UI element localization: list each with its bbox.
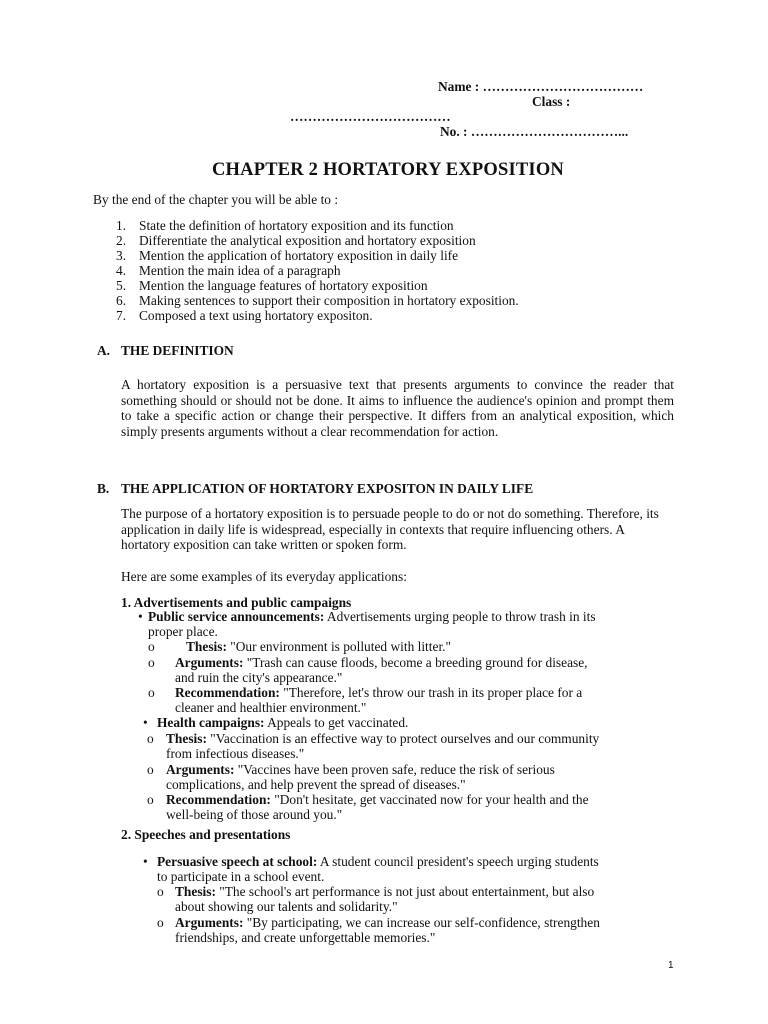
item-text: "The school's art performance is not just about entertainment, but also <box>215 884 595 899</box>
bullet-icon: • <box>143 854 148 869</box>
list-number: 7. <box>116 308 127 323</box>
item-text-cont: about showing our talents and solidarity." <box>175 899 398 914</box>
sub-bullet-icon: o <box>157 884 164 899</box>
name-field: Name : ……………………………… <box>438 79 644 94</box>
list-item <box>116 293 519 308</box>
list-item <box>116 218 454 233</box>
list-text: Making sentences to support their composition in hortatory exposition. <box>139 293 519 308</box>
section-b-heading: THE APPLICATION OF HORTATORY EXPOSITON IN DAILY LIFE <box>121 481 534 496</box>
item-text: "Trash can cause floods, become a breeding ground for disease, <box>243 655 588 670</box>
hc-label: Health campaigns: <box>157 715 265 730</box>
item-text-cont: complications, and help prevent the spread of diseases." <box>166 777 466 792</box>
list-item <box>116 263 341 278</box>
page-number: 1 <box>668 960 674 971</box>
item-text-cont: and ruin the city's appearance." <box>175 670 343 685</box>
list-text: Composed a text using hortatory expositon. <box>139 308 373 323</box>
item-text-cont: friendships, and create unforgettable memories." <box>175 930 436 945</box>
list-number: 2. <box>116 233 127 248</box>
item-text-cont: cleaner and healthier environment." <box>175 700 367 715</box>
list-number: 4. <box>116 263 127 278</box>
list-number: 1. <box>116 218 127 233</box>
sub-bullet-icon: o <box>148 639 155 654</box>
list-text: Mention the language features of hortatory exposition <box>139 278 428 293</box>
item-label: Recommendation: <box>166 792 271 807</box>
hc-arguments <box>166 762 555 777</box>
group-1-title: 1. Advertisements and public campaigns <box>121 595 352 610</box>
ps-text: A student council president's speech urging students <box>317 854 599 869</box>
item-text: "Vaccines have been proven safe, reduce the risk of serious <box>234 762 555 777</box>
item-label: Arguments: <box>175 915 244 930</box>
psa-line <box>148 609 596 624</box>
sub-bullet-icon: o <box>147 762 154 777</box>
ps-label: Persuasive speech at school: <box>157 854 318 869</box>
bullet-icon: • <box>143 715 148 730</box>
list-text: Mention the application of hortatory exposition in daily life <box>139 248 459 263</box>
list-item <box>116 233 476 248</box>
list-text: Mention the main idea of a paragraph <box>139 263 341 278</box>
sub-bullet-icon: o <box>157 915 164 930</box>
psa-label: Public service announcements: <box>148 609 325 624</box>
examples-intro: Here are some examples of its everyday applications: <box>121 569 407 584</box>
intro-text: By the end of the chapter you will be able to : <box>93 192 339 207</box>
psa-thesis <box>186 639 451 654</box>
list-text: Differentiate the analytical exposition and hortatory exposition <box>139 233 476 248</box>
hc-text: Appeals to get vaccinated. <box>264 715 409 730</box>
item-label: Thesis: <box>166 731 207 746</box>
item-text: "Don't hesitate, get vaccinated now for your health and the <box>270 792 589 807</box>
psa-recommendation <box>175 685 582 700</box>
application-paragraph: The purpose of a hortatory exposition is to persuade people to do or not do something. Therefore, its application in daily life is widespread, especially in contexts that require influencing others. A hortatory exposition can take written or spoken form. <box>121 506 659 552</box>
section-a-letter: A. <box>97 343 111 358</box>
item-text: "By participating, we can increase our self-confidence, strengthen <box>243 915 600 930</box>
item-label: Thesis: <box>175 884 216 899</box>
item-label: Thesis: <box>186 639 227 654</box>
speech-line <box>157 854 599 869</box>
list-number: 5. <box>116 278 127 293</box>
item-label: Arguments: <box>166 762 235 777</box>
sub-bullet-icon: o <box>148 685 155 700</box>
section-a-heading: THE DEFINITION <box>121 343 234 358</box>
sub-bullet-icon: o <box>147 731 154 746</box>
list-item <box>116 278 428 293</box>
sub-bullet-icon: o <box>148 655 155 670</box>
ps-arguments <box>175 915 600 930</box>
item-text-cont: well-being of those around you." <box>166 807 343 822</box>
definition-paragraph: A hortatory exposition is a persuasive text that presents arguments to convince the reader that something should or should not be done. It aims to influence the audience's opinion and prompt them to take a specific action or change their perspective. It differs from an analytical exposition, which simply presents arguments without a clear recommendation for action. <box>121 377 674 439</box>
bullet-icon: • <box>138 609 143 624</box>
list-number: 3. <box>116 248 127 263</box>
item-text: "Vaccination is an effective way to protect ourselves and our community <box>206 731 600 746</box>
list-number: 6. <box>116 293 127 308</box>
item-label: Recommendation: <box>175 685 280 700</box>
item-text: "Therefore, let's throw our trash in its proper place for a <box>279 685 583 700</box>
psa-arguments <box>175 655 588 670</box>
sub-bullet-icon: o <box>147 792 154 807</box>
health-campaign-line <box>157 715 408 730</box>
item-text-cont: from infectious diseases." <box>166 746 305 761</box>
class-label: Class : <box>532 94 571 109</box>
list-item <box>116 248 459 263</box>
group-2-title: 2. Speeches and presentations <box>121 827 291 842</box>
item-label: Arguments: <box>175 655 244 670</box>
psa-text: Advertisements urging people to throw trash in its <box>324 609 596 624</box>
section-b-letter: B. <box>97 481 110 496</box>
hc-recommendation <box>166 792 589 807</box>
list-text: State the definition of hortatory exposition and its function <box>139 218 454 233</box>
ps-text-cont: to participate in a school event. <box>157 869 325 884</box>
hc-thesis <box>166 731 599 746</box>
list-item <box>116 308 373 323</box>
chapter-title: CHAPTER 2 HORTATORY EXPOSITION <box>212 160 564 180</box>
class-field-dots: ……………………………… <box>290 109 451 124</box>
ps-thesis <box>175 884 594 899</box>
item-text: "Our environment is polluted with litter." <box>226 639 451 654</box>
number-field: No. : ……………………………... <box>440 124 629 139</box>
psa-text-cont: proper place. <box>148 624 218 639</box>
